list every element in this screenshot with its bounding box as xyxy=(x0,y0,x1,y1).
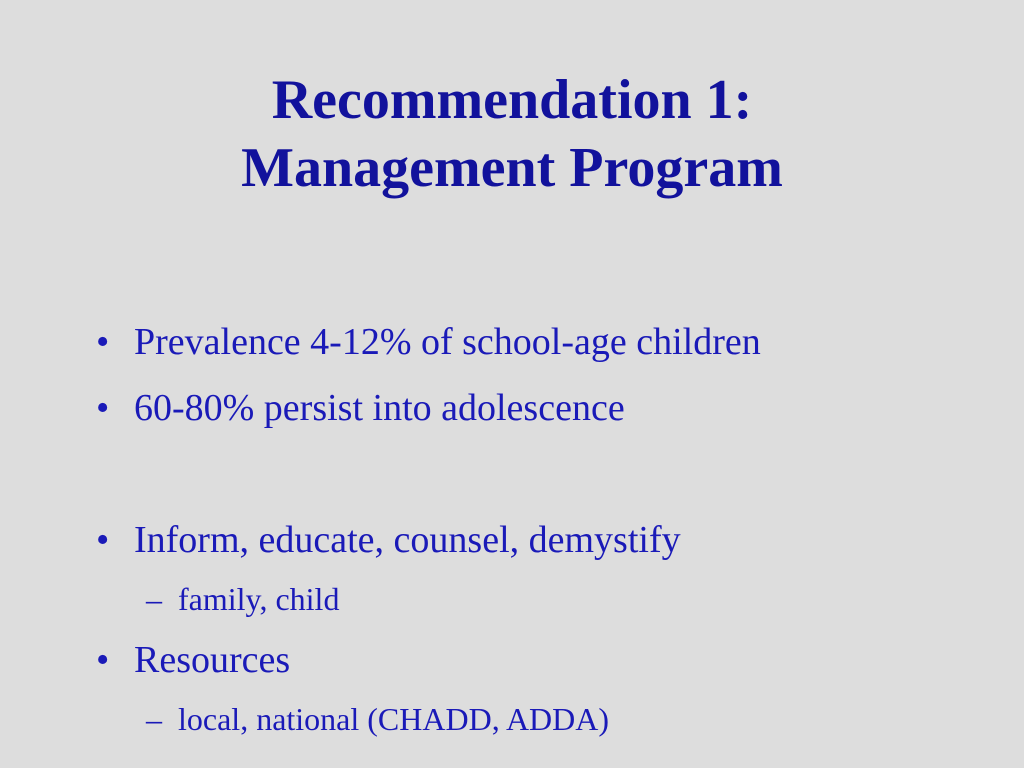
sub-bullet-text: family, child xyxy=(178,581,340,617)
bullet-icon: • xyxy=(96,321,110,363)
dash-icon: – xyxy=(146,701,162,737)
bullet-item-prevalence xyxy=(96,320,761,364)
bullet-item-persist xyxy=(96,386,625,430)
sub-bullet-text: local, national (CHADD, ADDA) xyxy=(178,701,610,737)
bullet-text: 60-80% persist into adolescence xyxy=(134,387,625,429)
slide-title-line-1: Recommendation 1: xyxy=(271,69,753,131)
sub-bullet-item-local xyxy=(146,700,609,738)
sub-bullet-item-family xyxy=(146,580,339,618)
slide-title-line-2: Management Program xyxy=(241,137,783,199)
dash-icon: – xyxy=(146,581,162,617)
bullet-text: Inform, educate, counsel, demystify xyxy=(134,519,681,561)
bullet-item-resources xyxy=(96,638,290,682)
bullet-icon: • xyxy=(96,387,110,429)
bullet-item-inform xyxy=(96,518,681,562)
bullet-icon: • xyxy=(96,639,110,681)
bullet-icon: • xyxy=(96,519,110,561)
bullet-text: Prevalence 4-12% of school-age children xyxy=(134,321,761,363)
bullet-text: Resources xyxy=(134,639,291,681)
